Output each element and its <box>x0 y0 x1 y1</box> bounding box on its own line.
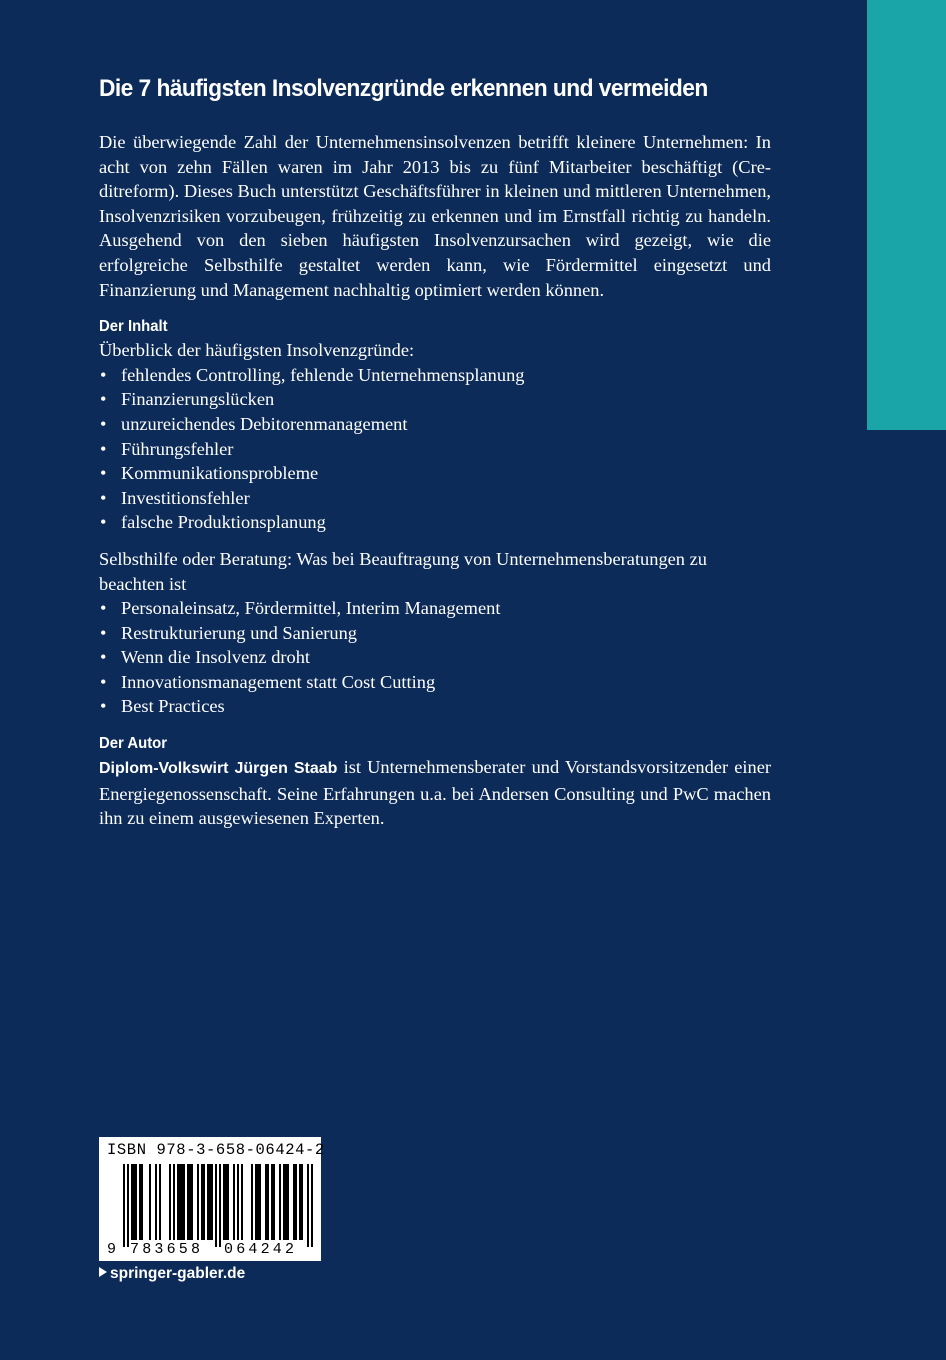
barcode-bar <box>307 1164 309 1247</box>
list-item: • Best Practices <box>99 694 771 719</box>
list-item: • fehlendes Controlling, fehlende Unternehmensplanung <box>99 363 771 388</box>
bullet-icon: • <box>100 389 107 410</box>
barcode-bar <box>267 1164 269 1240</box>
bullet-icon: • <box>100 647 107 668</box>
barcode-bar <box>293 1164 295 1240</box>
barcode-digits: 064242 <box>224 1241 298 1258</box>
bullet-icon: • <box>100 671 107 692</box>
barcode-bar <box>271 1164 273 1240</box>
barcode-bar <box>189 1164 191 1240</box>
bullet-icon: • <box>100 598 107 619</box>
barcode-digits: 9 <box>107 1241 117 1258</box>
barcode-bar <box>233 1164 235 1240</box>
barcode-bar <box>187 1164 189 1240</box>
barcode-bar <box>201 1164 203 1240</box>
bullet-icon: • <box>100 463 107 484</box>
list-item: • Restrukturierung und Sanierung <box>99 621 771 646</box>
contents-list-2 <box>99 596 771 719</box>
barcode-bar <box>123 1164 125 1247</box>
barcode-bar <box>197 1164 199 1240</box>
author-name: Diplom-Volkswirt Jürgen Staab <box>99 760 338 778</box>
isbn-label: ISBN 978-3-658-06424-2 <box>107 1141 325 1159</box>
barcode-bar <box>259 1164 261 1240</box>
barcode-digits: 783658 <box>130 1241 204 1258</box>
author-heading: Der Autor <box>99 735 168 753</box>
back-cover-content <box>99 72 771 831</box>
author-bio-text: ist Unternehmensberater und Vorstandsvorsitzender einer Energiegenossenschaft. Seine Erfahrungen u.a. bei Andersen Consulting und PwC machen ihn zu einem ausgewiesenen Experten. <box>99 757 771 829</box>
barcode-bar <box>241 1164 243 1240</box>
barcode-bar <box>179 1164 181 1240</box>
barcode-bar <box>311 1164 313 1247</box>
barcode-bar <box>131 1164 133 1240</box>
barcode-bar <box>299 1164 301 1240</box>
barcode-bar <box>183 1164 185 1240</box>
list-item: • falsche Produktionsplanung <box>99 510 771 535</box>
list-item: • Investitionsfehler <box>99 486 771 511</box>
list-item: • Personaleinsatz, Fördermittel, Interim Management <box>99 596 771 621</box>
bullet-icon: • <box>100 696 107 717</box>
barcode-bar <box>155 1164 157 1240</box>
barcode-bar <box>227 1164 229 1240</box>
barcode-bar <box>285 1164 287 1240</box>
bullet-icon: • <box>100 487 107 508</box>
barcode-bar <box>173 1164 175 1240</box>
bullet-icon: • <box>100 622 107 643</box>
spacer <box>99 535 771 547</box>
barcode-bar <box>301 1164 303 1240</box>
barcode-bar <box>207 1164 209 1240</box>
barcode-bar <box>133 1164 135 1240</box>
list-item: • Kommunikationsprobleme <box>99 461 771 486</box>
barcode-bar <box>251 1164 253 1240</box>
barcode-bar <box>141 1164 143 1240</box>
barcode-bar <box>135 1164 137 1240</box>
barcode-bar <box>209 1164 211 1240</box>
list-item: • Wenn die Insolvenz droht <box>99 645 771 670</box>
bullet-icon: • <box>100 438 107 459</box>
barcode-bar <box>265 1164 267 1240</box>
barcode-bar <box>211 1164 213 1240</box>
barcode-bar <box>255 1164 257 1240</box>
publisher-link[interactable]: springer-gabler.de <box>99 1263 245 1285</box>
list-item: • Innovationsmanagement statt Cost Cutting <box>99 670 771 695</box>
teal-accent-bar <box>867 0 946 430</box>
barcode-bar <box>283 1164 285 1240</box>
contents-heading: Der Inhalt <box>99 318 168 336</box>
barcode-bar <box>177 1164 179 1240</box>
barcode-bar <box>223 1164 225 1240</box>
barcode-bar <box>191 1164 193 1240</box>
barcode-bar <box>215 1164 217 1247</box>
contents-list <box>99 363 771 535</box>
barcode-bar <box>203 1164 205 1240</box>
barcode-bar <box>127 1164 129 1247</box>
barcode-bar <box>279 1164 281 1240</box>
contents-intro-2: Selbsthilfe oder Beratung: Was bei Beauftragung von Unternehmensberatungen zu beachten ist <box>99 548 707 594</box>
barcode-bar <box>237 1164 239 1240</box>
list-item: • Finanzierungslücken <box>99 387 771 412</box>
list-item: • unzureichendes Debitorenmanagement <box>99 412 771 437</box>
barcode-bar <box>219 1164 221 1247</box>
bullet-icon: • <box>100 413 107 434</box>
bullet-icon: • <box>100 364 107 385</box>
barcode-bar <box>139 1164 141 1240</box>
barcode-bar <box>159 1164 161 1240</box>
barcode-bars <box>99 1137 321 1261</box>
barcode-bar <box>149 1164 151 1240</box>
bullet-icon: • <box>100 512 107 533</box>
barcode-bar <box>257 1164 259 1240</box>
author-bio <box>99 755 771 831</box>
book-title: Die 7 häufigsten Insolvenzgründe erkennen und vermeiden <box>99 75 708 102</box>
barcode-bar <box>169 1164 171 1240</box>
isbn-barcode <box>99 1137 325 1261</box>
barcode-bar <box>273 1164 275 1240</box>
barcode-bar <box>181 1164 183 1240</box>
arrow-right-icon <box>99 1267 107 1277</box>
book-description: Die überwiegende Zahl der Unternehmensinsolvenzen betrifft kleinere Unternehmen: In acht von zehn Fällen waren im Jahr 2013 bis zu fünf Mitarbeiter beschäftigt (Creditreform). Dieses Buch unterstützt Geschäftsführer in kleinen und mittleren Unternehmen, Insolvenzrisiken vorzubeugen, frühzeitig zu erkennen und im Ernstfall richtig zu handeln. Ausgehend von den sieben häufigsten Insolvenzursachen wird gezeigt, wie die erfolgreiche Selbsthilfe gestaltet werden kann, wie Fördermittel eingesetzt und Finanzierung und Management nachhaltig optimiert werden können. <box>99 132 771 300</box>
barcode-bar <box>295 1164 297 1240</box>
list-item: • Führungsfehler <box>99 437 771 462</box>
barcode-bar <box>225 1164 227 1240</box>
contents-intro: Überblick der häufigsten Insolvenzgründe: <box>99 340 415 361</box>
barcode-bar <box>287 1164 289 1240</box>
